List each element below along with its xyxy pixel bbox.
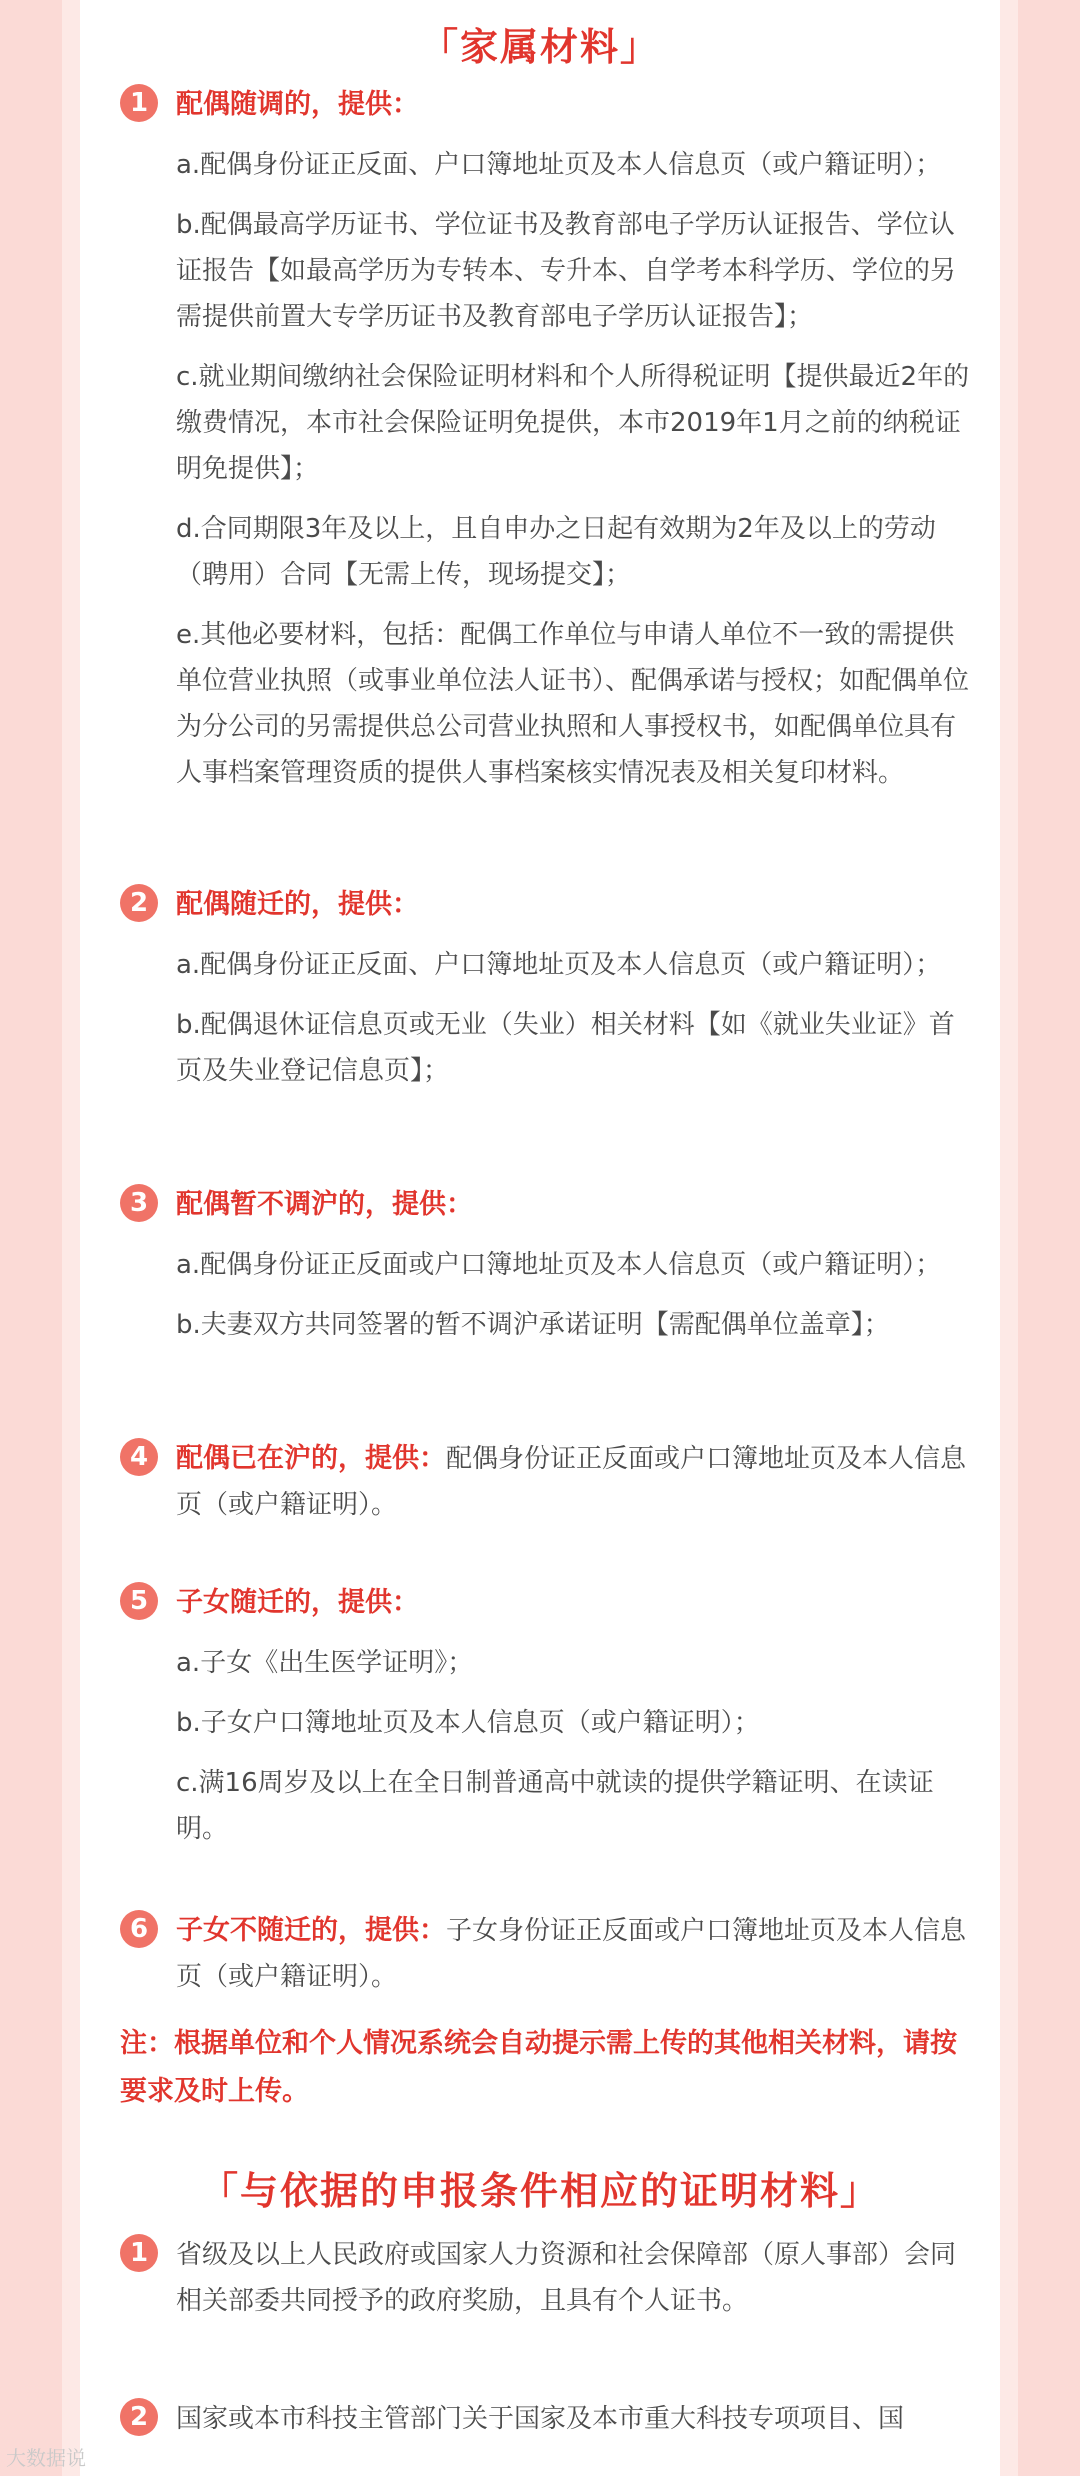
number-badge: 1 [120,84,158,122]
item-inline-text: 配偶身份证正反面或户口簿地址页及本人信息页（或户籍证明）。 [176,1444,967,1520]
item-inline-text: 子女身份证正反面或户口簿地址页及本人信息页（或户籍证明）。 [176,1916,967,1992]
sub-list [176,142,972,796]
item-label: 配偶已在沪的，提供： [176,1443,446,1474]
list-item [120,82,972,796]
left-border-stripe [62,0,80,2476]
list-item [120,1436,972,1528]
sub-item: a.子女《出生医学证明》； [176,1648,474,1678]
sub-item: e.其他必要材料，包括：配偶工作单位与申请人单位不一致的需提供单位营业执照（或事业单位法人证书）、配偶承诺与授权；如配偶单位为分公司的另需提供总公司营业执照和人事授权书，如配偶单位具有人事档案管理资质的提供人事档案核实情况表及相关复印材料。 [176,620,970,788]
sub-item: b.夫妻双方共同签署的暂不调沪承诺证明【需配偶单位盖章】； [176,1310,890,1340]
number-badge: 6 [120,1910,158,1948]
item-header [120,1182,972,1228]
sub-list [176,1242,972,1348]
item-label: 子女随迁的，提供： [176,1587,419,1618]
sub-item: c.就业期间缴纳社会保险证明材料和个人所得税证明【提供最近2年的缴费情况，本市社会保险证明免提供，本市2019年1月之前的纳税证明免提供】； [176,362,970,484]
sub-item: c.满16周岁及以上在全日制普通高中就读的提供学籍证明、在读证明。 [176,1768,934,1844]
item-label: 配偶随迁的，提供： [176,889,419,920]
item-header-text [176,882,419,928]
number-badge: 4 [120,1438,158,1476]
content-card [80,0,1000,2476]
list-item [120,1182,972,1348]
item-header-text [176,1182,473,1228]
sub-list [176,942,972,1094]
section-title-family-materials: 「家属材料」 [419,25,660,69]
sub-item: a.配偶身份证正反面或户口簿地址页及本人信息页（或户籍证明）； [176,1250,942,1280]
list-item [120,1908,972,2000]
section-title-supporting-materials: 「与依据的申报条件相应的证明材料」 [199,2169,880,2213]
item-header-text [176,1908,972,2000]
sub-item: d.合同期限3年及以上，且自申办之日起有效期为2年及以上的劳动（聘用）合同【无需上传，现场提交】； [176,514,936,590]
item-header [120,2396,972,2442]
list-item [120,2232,972,2324]
sub-list [176,1640,972,1852]
sub-item: a.配偶身份证正反面、户口簿地址页及本人信息页（或户籍证明）； [176,150,942,180]
item-header [120,1908,972,2000]
item-header-text: 省级及以上人民政府或国家人力资源和社会保障部（原人事部）会同相关部委共同授予的政府奖励，且具有个人证书。 [176,2240,957,2316]
item-label: 配偶随调的，提供： [176,89,419,120]
item-header [120,1580,972,1626]
item-header [120,1436,972,1528]
note-text: 注：根据单位和个人情况系统会自动提示需上传的其他相关材料，请按要求及时上传。 [120,2028,957,2107]
list-item [120,882,972,1094]
number-badge: 2 [120,2398,158,2436]
number-badge: 2 [120,884,158,922]
sub-item: a.配偶身份证正反面、户口簿地址页及本人信息页（或户籍证明）； [176,950,942,980]
number-badge: 1 [120,2234,158,2272]
sub-item: b.子女户口簿地址页及本人信息页（或户籍证明）； [176,1708,760,1738]
item-header-text: 国家或本市科技主管部门关于国家及本市重大科技专项项目、国 [176,2404,905,2434]
item-label: 子女不随迁的，提供： [176,1915,446,1946]
item-header-text [176,1580,419,1626]
item-header [120,82,972,128]
number-badge: 5 [120,1582,158,1620]
number-badge: 3 [120,1184,158,1222]
list-item [120,1580,972,1852]
sub-item: b.配偶最高学历证书、学位证书及教育部电子学历认证报告、学位认证报告【如最高学历为专转本、专升本、自学考本科学历、学位的另需提供前置大专学历证书及教育部电子学历认证报告】； [176,210,957,332]
item-header [120,2232,972,2324]
item-header-text [176,82,419,128]
watermark: 大数据说 [6,2446,86,2470]
sub-item: b.配偶退休证信息页或无业（失业）相关材料【如《就业失业证》首页及失业登记信息页】； [176,1010,955,1086]
item-header [120,882,972,928]
right-border-stripe [1000,0,1018,2476]
item-label: 配偶暂不调沪的，提供： [176,1189,473,1220]
list-item [120,2396,972,2442]
item-header-text [176,1436,972,1528]
